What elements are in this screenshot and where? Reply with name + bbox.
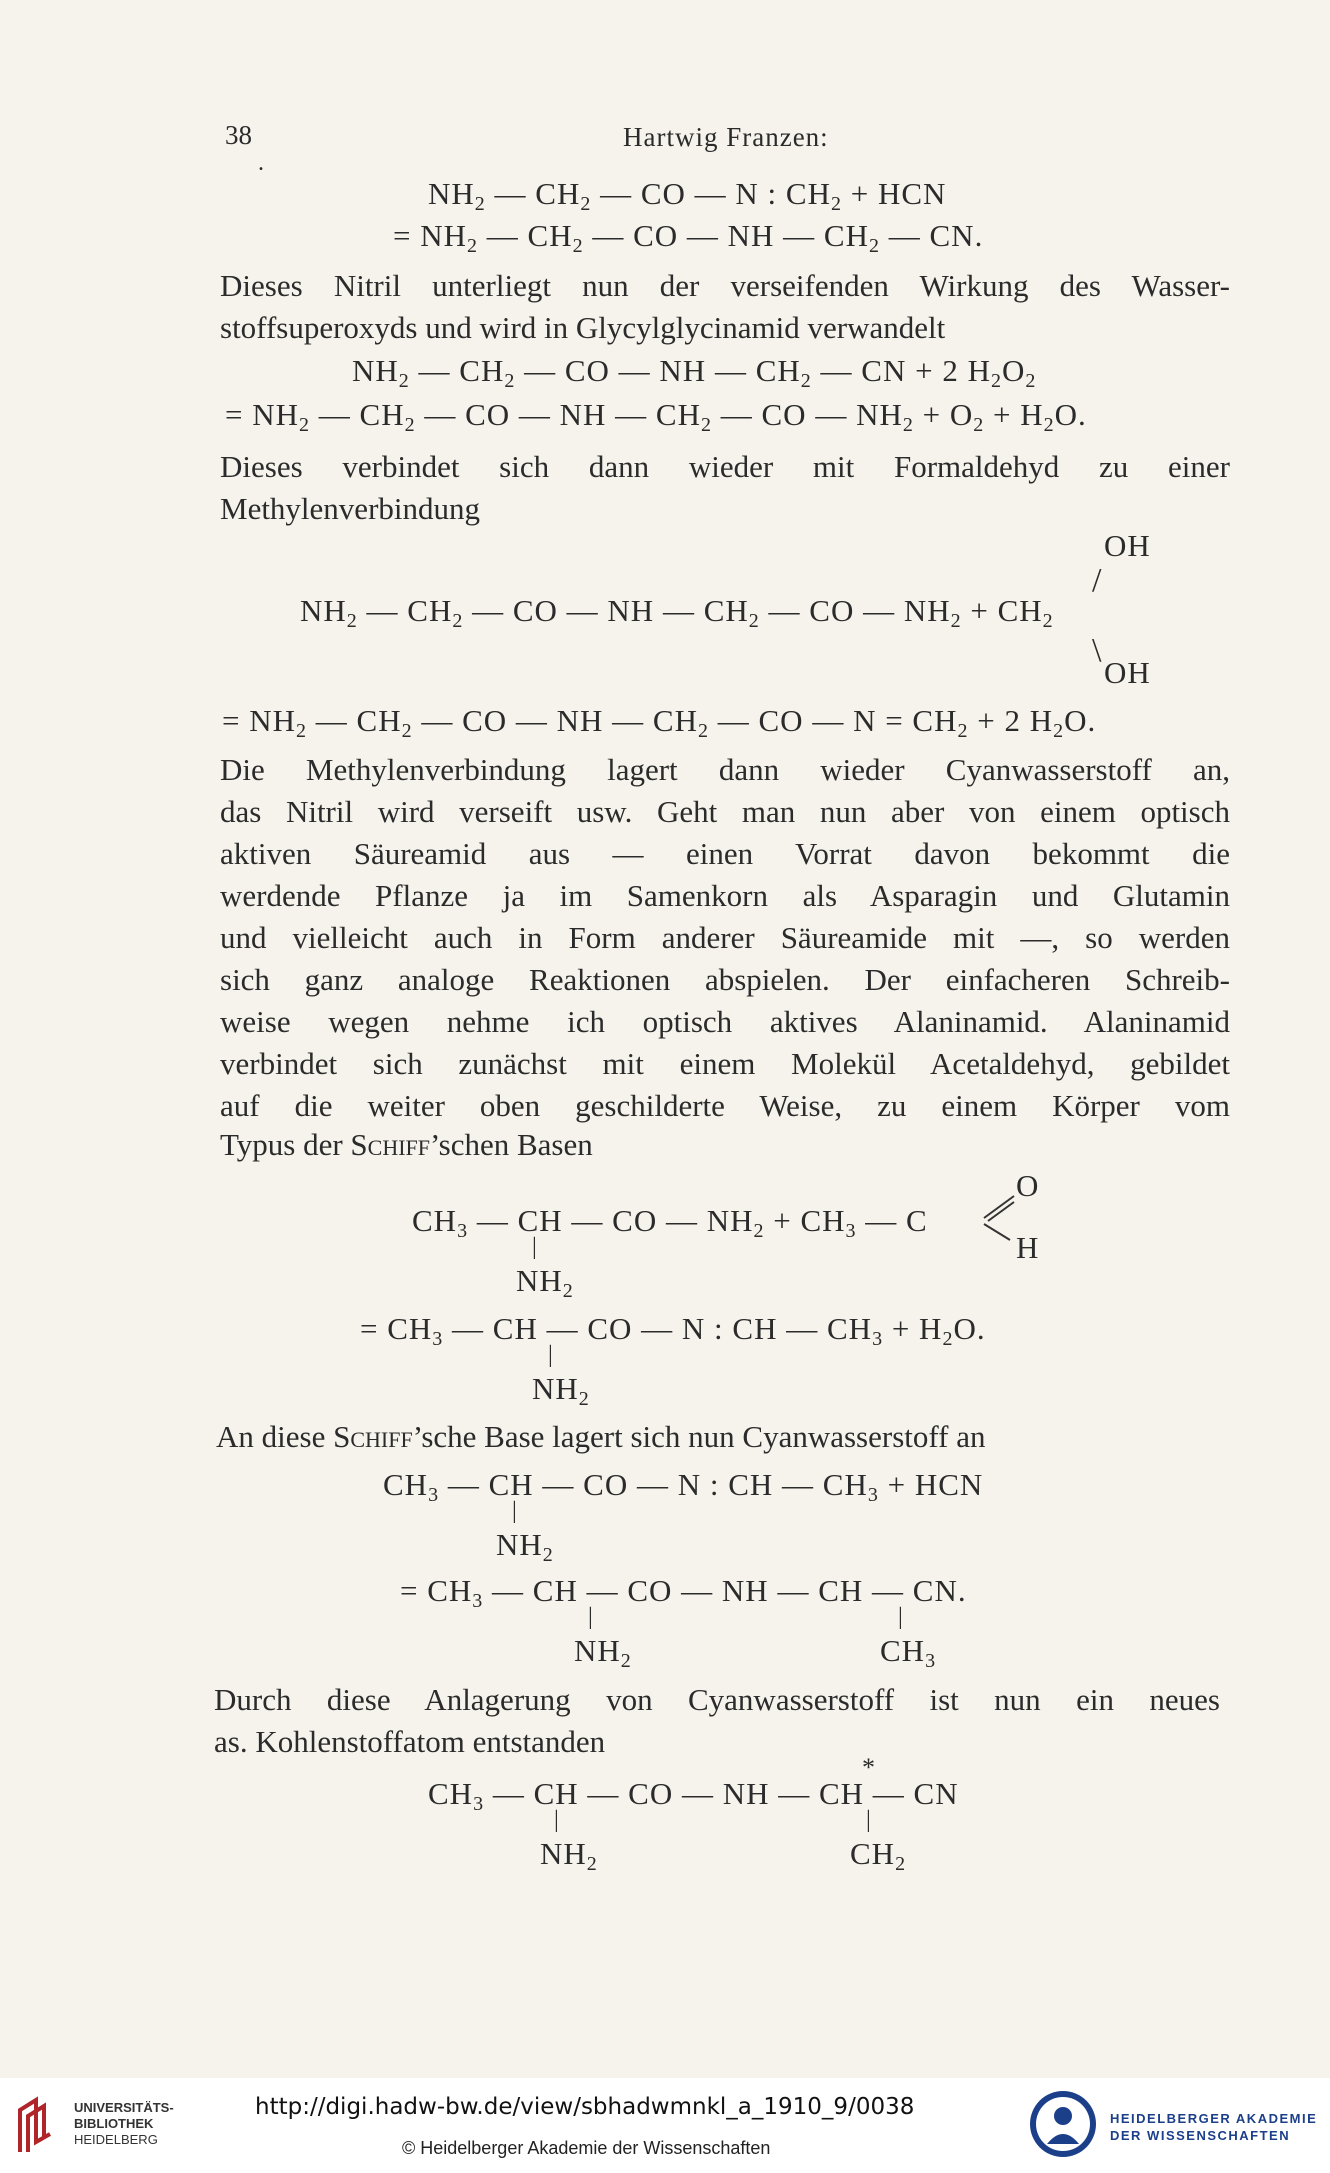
formula-6-amino: $NH_2$ xyxy=(540,1836,598,1875)
formula-5-result-methyl: $CH_3$ xyxy=(880,1633,937,1672)
formula-4-result: = $CH_3$ — CH — CO — N : CH — $CH_3 + H_2O$. xyxy=(360,1311,986,1350)
viewer-footer xyxy=(0,2078,1330,2173)
formula-5-line-main: $CH_3$ — CH — CO — N : CH — $CH_3$ + HCN xyxy=(383,1467,984,1506)
formula-4-hydrogen: H xyxy=(1016,1230,1040,1265)
formula-6-bond-left: | xyxy=(554,1807,560,1833)
stray-mark: . xyxy=(258,150,264,176)
formula-5-result-bond-right: | xyxy=(898,1604,904,1630)
formula-4-bond: | xyxy=(532,1234,538,1260)
paragraph-3-line-10: Typus der Schiff’schen Basen xyxy=(220,1127,593,1162)
formula-4-amino: $NH_2$ xyxy=(516,1263,574,1302)
academy-name: HEIDELBERGER AKADEMIE DER WISSENSCHAFTEN xyxy=(1110,2111,1318,2143)
permalink-url[interactable]: http://digi.hadw-bw.de/view/sbhadwmnkl_a_1910_9/0038 xyxy=(255,2094,915,2120)
formula-5-result: = $CH_3$ — CH — CO — NH — CH — CN. xyxy=(400,1573,967,1612)
formula-4-aldehyde-bonds xyxy=(980,1190,1020,1246)
author-name-schiff: Schiff xyxy=(350,1127,431,1162)
copyright-notice: © Heidelberger Akademie der Wissenschaften xyxy=(402,2138,771,2158)
formula-4-result-amino: $NH_2$ xyxy=(532,1371,590,1410)
formula-4-oxygen: O xyxy=(1016,1168,1040,1203)
formula-6-bond-right: | xyxy=(866,1807,872,1833)
academy-seal-icon xyxy=(1027,2088,1099,2160)
paragraph-3-line-3: aktiven Säureamid aus — einen Vorrat davon bekommt die xyxy=(220,836,1230,871)
paragraph-2-line-2: Methylenverbindung xyxy=(220,491,481,526)
formula-3-oh-bottom: OH xyxy=(1104,655,1151,690)
paragraph-5-line-2: as. Kohlenstoffatom entstanden xyxy=(214,1724,606,1759)
formula-3-line-main: $NH_2$ — $CH_2$ — CO — NH — $CH_2$ — CO — $NH_2 + CH_2$ xyxy=(300,593,1054,632)
formula-4-line-main: $CH_3$ — CH — CO — $NH_2 + CH_3$ — C xyxy=(412,1203,928,1242)
formula-6-asymmetric-marker: * xyxy=(862,1753,876,1782)
formula-4-result-bond: | xyxy=(548,1342,554,1368)
formula-2-line-1: $NH_2$ — $CH_2$ — CO — NH — $CH_2$ — CN + 2 $H_2O_2$ xyxy=(352,353,1037,392)
university-library-name: UNIVERSITÄTS- BIBLIOTHEK HEIDELBERG xyxy=(74,2100,174,2147)
paragraph-1-line-1: Dieses Nitril unterliegt nun der verseifenden Wirkung des Wasser- xyxy=(220,268,1230,303)
paragraph-3-line-1: Die Methylenverbindung lagert dann wieder Cyanwasserstoff an, xyxy=(220,752,1230,787)
paragraph-1-line-2: stoffsuperoxyds und wird in Glycylglycinamid verwandelt xyxy=(220,310,946,345)
formula-3-bond-up: / xyxy=(1092,562,1103,599)
paragraph-3-line-6: sich ganz analoge Reaktionen abspielen. Der einfacheren Schreib- xyxy=(220,962,1230,997)
formula-3-result: = $NH_2$ — $CH_2$ — CO — NH — $CH_2$ — CO — $N = CH_2 + 2$ $H_2O$. xyxy=(222,703,1097,742)
page-number: 38 xyxy=(225,120,252,150)
formula-1-line-1: $NH_2$ — $CH_2$ — CO — N : $CH_2$ + HCN xyxy=(428,176,947,215)
formula-5-amino: $NH_2$ xyxy=(496,1527,554,1566)
paragraph-3-line-8: verbindet sich zunächst mit einem Molekül Acetaldehyd, gebildet xyxy=(220,1046,1230,1081)
formula-2-line-2: = $NH_2$ — $CH_2$ — CO — NH — $CH_2$ — CO — $NH_2 + O_2 + H_2O$. xyxy=(225,397,1087,436)
formula-3-bond-down: \ xyxy=(1092,632,1103,669)
university-library-logo-icon xyxy=(14,2096,56,2156)
formula-6-methylene: $CH_2$ xyxy=(850,1836,907,1875)
paragraph-3-line-5: und vielleicht auch in Form anderer Säureamide mit —, so werden xyxy=(220,920,1230,955)
paragraph-3-line-2: das Nitril wird verseift usw. Geht man nun aber von einem optisch xyxy=(220,794,1230,829)
paragraph-2-line-1: Dieses verbindet sich dann wieder mit Formaldehyd zu einer xyxy=(220,449,1230,484)
author-name-schiff: Schiff xyxy=(333,1419,413,1454)
running-head: Hartwig Franzen: xyxy=(623,122,829,152)
formula-6-line-main: $CH_3$ — CH — CO — NH — CH — CN xyxy=(428,1776,959,1815)
paragraph-4: An diese Schiff’sche Base lagert sich nun Cyanwasserstoff an xyxy=(216,1419,986,1454)
paragraph-5-line-1: Durch diese Anlagerung von Cyanwasserstoff ist nun ein neues xyxy=(214,1682,1220,1717)
paragraph-3-line-9: auf die weiter oben geschilderte Weise, zu einem Körper vom xyxy=(220,1088,1230,1123)
paragraph-3-line-7: weise wegen nehme ich optisch aktives Alaninamid. Alaninamid xyxy=(220,1004,1230,1039)
formula-5-result-bond-left: | xyxy=(588,1604,594,1630)
formula-3-oh-top: OH xyxy=(1104,528,1151,563)
formula-1-line-2: = $NH_2$ — $CH_2$ — CO — NH — $CH_2$ — CN. xyxy=(393,218,984,257)
paragraph-3-line-4: werdende Pflanze ja im Samenkorn als Asparagin und Glutamin xyxy=(220,878,1230,913)
formula-5-result-amino: $NH_2$ xyxy=(574,1633,632,1672)
formula-5-bond: | xyxy=(512,1498,518,1524)
